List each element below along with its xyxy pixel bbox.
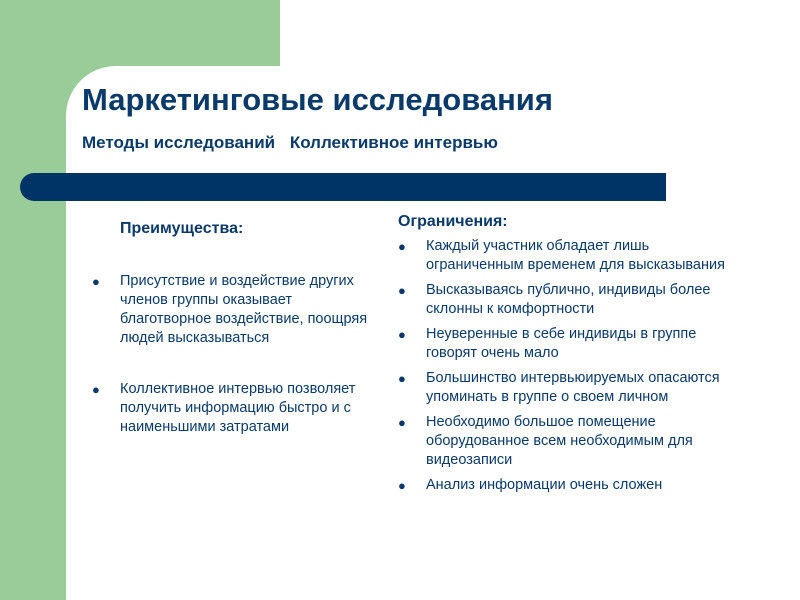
advantages-list (92, 272, 380, 437)
decorative-green-stripe-left (0, 0, 66, 600)
limitations-list (398, 237, 738, 495)
list-item: ● Необходимо большое помещение оборудованное всем необходимым для видеозаписи (398, 414, 693, 468)
list-item: ● Анализ информации очень сложен (398, 477, 663, 493)
divider-bar (20, 173, 666, 201)
bullet-icon: ● (398, 415, 406, 430)
slide-title: Маркетинговые исследования (82, 82, 553, 117)
advantages-heading: Преимущества: (120, 220, 244, 237)
list-item: ● Каждый участник обладает лишь ограниченным временем для высказывания (398, 238, 725, 273)
bullet-icon: ● (92, 274, 100, 289)
list-item: ● Высказываясь публично, индивиды более склонны к комфортности (398, 282, 711, 317)
subtitle-collective-interview: Коллективное интервью (289, 133, 498, 152)
limitations-heading: Ограничения: (398, 213, 508, 230)
advantages-column (92, 220, 380, 437)
bullet-icon: ● (398, 239, 406, 254)
bullet-icon: ● (398, 371, 406, 386)
list-item: ● Присутствие и воздействие других членов группы оказывает благотворное воздействие, поощряя людей высказываться (92, 273, 368, 346)
slide-subtitle (82, 133, 498, 153)
list-item: ● Коллективное интервью позволяет получить информацию быстро и с наименьшими затратами (92, 381, 356, 435)
subtitle-methods: Методы исследований (82, 133, 276, 152)
list-item: ● Неуверенные в себе индивиды в группе говорят очень мало (398, 326, 697, 361)
bullet-icon: ● (398, 283, 406, 298)
list-item: ● Большинство интервьюируемых опасаются упоминать в группе о своем личном (398, 370, 720, 405)
bullet-icon: ● (92, 382, 100, 397)
bullet-icon: ● (398, 327, 406, 342)
limitations-column (398, 213, 738, 495)
bullet-icon: ● (398, 478, 406, 493)
